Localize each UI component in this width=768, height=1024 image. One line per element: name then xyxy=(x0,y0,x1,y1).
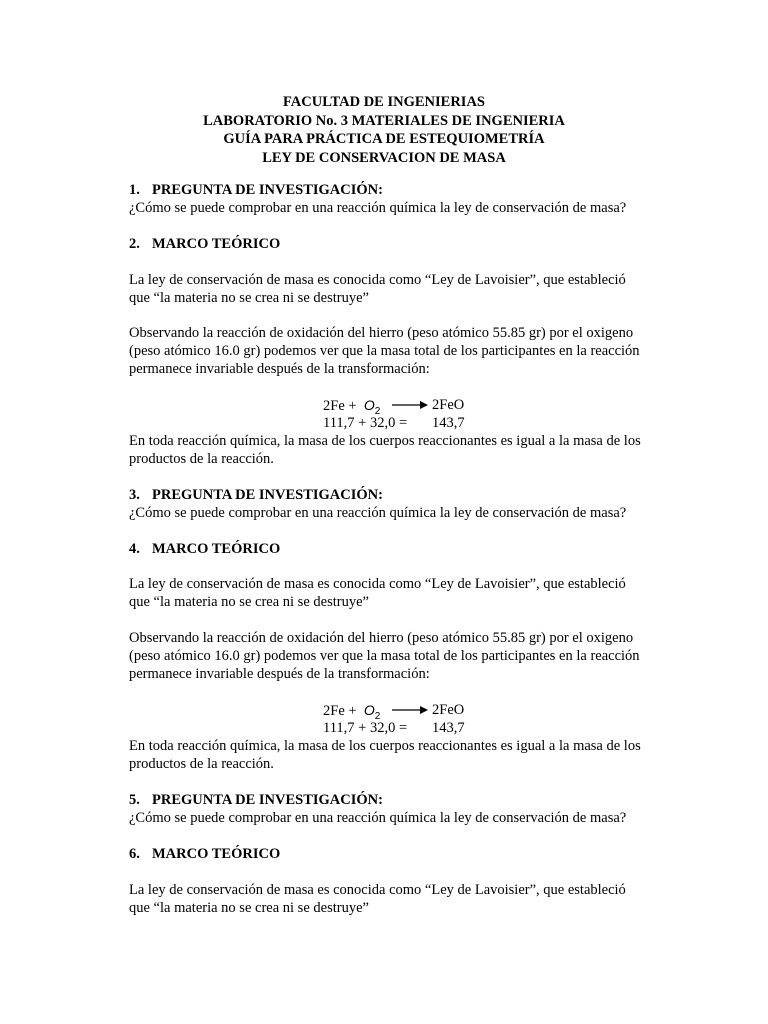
equation-product: 2FeO xyxy=(432,702,465,718)
section-heading: 2. MARCO TEÓRICO xyxy=(129,236,281,252)
question-text: ¿Cómo se puede comprobar en una reacción química la ley de conservación de masa? xyxy=(129,200,627,216)
section-4 xyxy=(129,540,669,558)
header-lab: LABORATORIO No. 3 MATERIALES DE INGENIERIA xyxy=(203,112,565,129)
section-heading: 6. MARCO TEÓRICO xyxy=(129,846,281,862)
reaction-arrow-icon xyxy=(392,400,428,410)
section-heading: 3. PREGUNTA DE INVESTIGACIÓN: xyxy=(129,487,383,503)
question-text: ¿Cómo se puede comprobar en una reacción química la ley de conservación de masa? xyxy=(129,505,627,521)
document-header xyxy=(0,93,768,167)
equation-mass-left: 111,7 + 32,0 = xyxy=(323,720,408,736)
section-2 xyxy=(129,235,669,253)
section-3 xyxy=(129,486,669,522)
question-text: ¿Cómo se puede comprobar en una reacción química la ley de conservación de masa? xyxy=(129,810,627,826)
oxygen-formula: $O_2$ xyxy=(363,702,381,722)
equation-mass-left: 111,7 + 32,0 = xyxy=(323,415,408,431)
section-6 xyxy=(129,845,669,863)
oxygen-formula: $O_2$ xyxy=(363,397,381,417)
header-guide: GUÍA PARA PRÁCTICA DE ESTEQUIOMETRÍA xyxy=(223,131,545,147)
section-1 xyxy=(129,181,669,217)
marco-paragraph-1: La ley de conservación de masa es conocida como “Ley de Lavoisier”, que estableció que “la materia no se crea ni se destruye” xyxy=(129,882,626,916)
section-heading: 4. MARCO TEÓRICO xyxy=(129,541,281,557)
marco-paragraph-1: La ley de conservación de masa es conocida como “Ley de Lavoisier”, que estableció que “la materia no se crea ni se destruye” xyxy=(129,576,626,610)
marco-paragraph-2: Observando la reacción de oxidación del hierro (peso atómico 55.85 gr) por el oxigeno (peso atómico 16.0 gr) podemos ver que la masa total de los participantes en la reacción permanece invariable después de la transformación: xyxy=(129,325,640,377)
marco-paragraph-3: En toda reacción química, la masa de los cuerpos reaccionantes es igual a la masa de los productos de la reacción. xyxy=(129,738,641,772)
header-topic: LEY DE CONSERVACION DE MASA xyxy=(262,149,506,166)
equation-reactants: $2Fe + O_2$ xyxy=(323,397,381,417)
section-heading: 5. PREGUNTA DE INVESTIGACIÓN: xyxy=(129,792,383,808)
marco-paragraph-3: En toda reacción química, la masa de los cuerpos reaccionantes es igual a la masa de los productos de la reacción. xyxy=(129,433,641,467)
section-heading: 1. PREGUNTA DE INVESTIGACIÓN: xyxy=(129,182,383,198)
equation-mass-right: 143,7 xyxy=(432,415,465,431)
marco-paragraph-2: Observando la reacción de oxidación del hierro (peso atómico 55.85 gr) por el oxigeno (peso atómico 16.0 gr) podemos ver que la masa total de los participantes en la reacción permanece invariable después de la transformación: xyxy=(129,630,640,682)
equation-product: 2FeO xyxy=(432,397,465,413)
reaction-arrow-icon xyxy=(392,705,428,715)
equation-mass-right: 143,7 xyxy=(432,720,465,736)
section-5 xyxy=(129,791,669,827)
marco-paragraph-1: La ley de conservación de masa es conocida como “Ley de Lavoisier”, que estableció que “la materia no se crea ni se destruye” xyxy=(129,272,626,306)
header-faculty: FACULTAD DE INGENIERIAS xyxy=(283,94,485,110)
equation-reactants: $2Fe + O_2$ xyxy=(323,702,381,722)
